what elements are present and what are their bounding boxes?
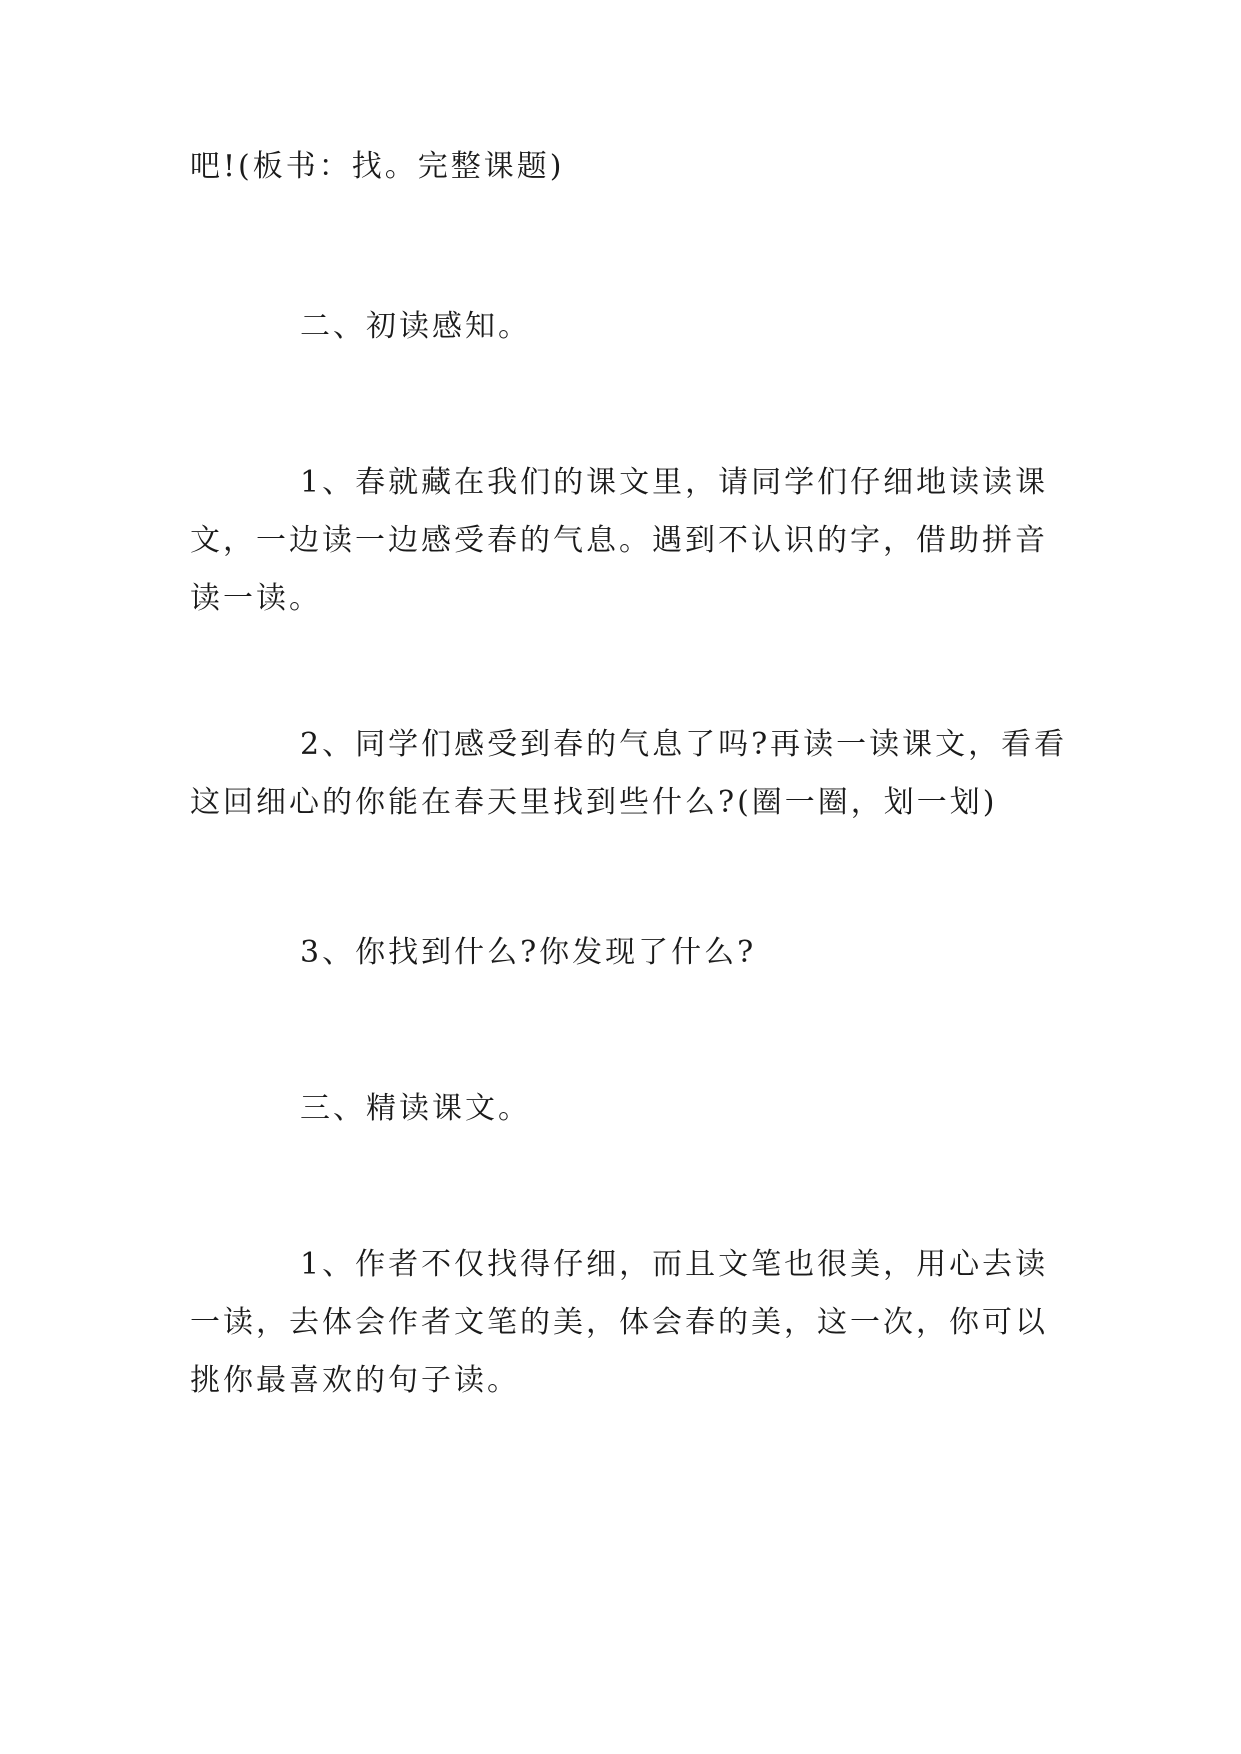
text-line: 吧!(板书：找。完整课题) bbox=[190, 149, 565, 184]
text-line: 3、你找到什么?你发现了什么? bbox=[300, 935, 757, 970]
text-line: 读一读。 bbox=[190, 581, 322, 616]
text-line: 三、精读课文。 bbox=[300, 1091, 531, 1126]
text-line: 1、春就藏在我们的课文里，请同学们仔细地读读课 bbox=[300, 465, 1049, 500]
heading-section-3 bbox=[190, 1080, 1060, 1138]
text-line: 2、同学们感受到春的气息了吗?再读一读课文，看看 bbox=[300, 727, 1068, 762]
text-line: 挑你最喜欢的句子读。 bbox=[190, 1363, 520, 1398]
text-line: 文，一边读一边感受春的气息。遇到不认识的字，借助拼音 bbox=[190, 523, 1048, 558]
paragraph-item-1 bbox=[190, 454, 1060, 628]
paragraph-item-3 bbox=[190, 924, 1060, 982]
text-line: 这回细心的你能在春天里找到些什么?(圈一圈，划一划) bbox=[190, 785, 998, 820]
paragraph-continuation bbox=[190, 138, 1060, 196]
text-line: 二、初读感知。 bbox=[300, 309, 531, 344]
paragraph-item-1-section-3 bbox=[190, 1236, 1060, 1410]
heading-section-2 bbox=[190, 298, 1060, 356]
text-line: 一读，去体会作者文笔的美，体会春的美，这一次，你可以 bbox=[190, 1305, 1048, 1340]
paragraph-item-2 bbox=[190, 716, 1068, 832]
text-line: 1、作者不仅找得仔细，而且文笔也很美，用心去读 bbox=[300, 1247, 1049, 1282]
